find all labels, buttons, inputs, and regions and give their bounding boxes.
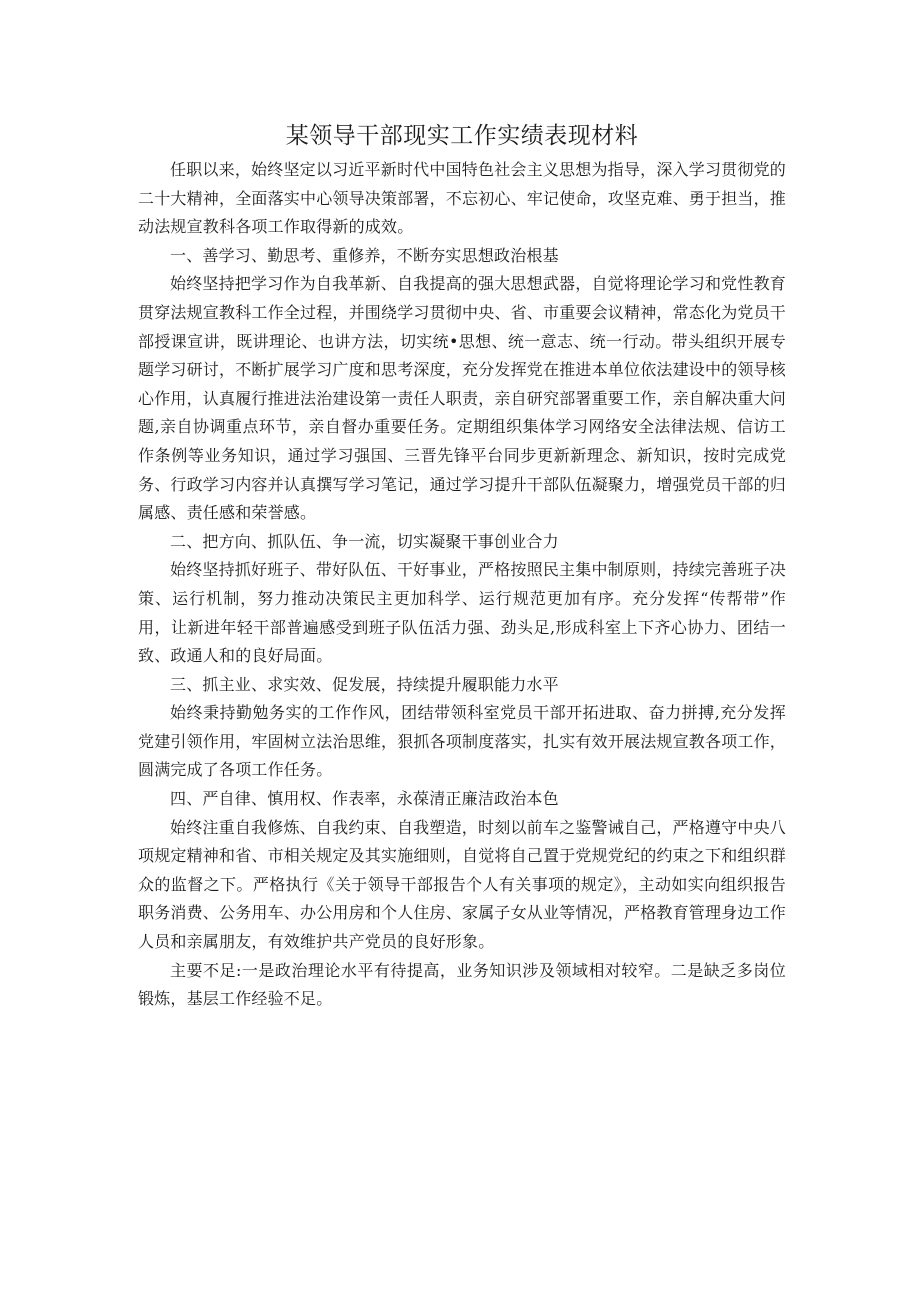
document-title: 某领导干部现实工作实绩表现材料 <box>285 123 639 149</box>
section-body-1: 始终坚持把学习作为自我革新、自我提高的强大思想武器，自觉将理论学习和党性教育贯穿法规宣教科工作全过程，并围绕学习贯彻中央、省、市重要会议精神，常态化为党员干部授课宣讲，既讲理论、也讲方法，切实统•思想、统一意志、统一行动。带头组织开展专题学习研讨，不断扩展学习广度和思考深度，充分发挥党在推进本单位依法建设中的领导核心作用，认真履行推进法治建设第一责任人职责，亲自研究部署重要工作，亲自解决重大问题,亲自协调重点环节，亲自督办重要任务。定期组织集体学习网络安全法律法规、信访工作条例等业务知识，通过学习强国、三晋先锋平台同步更新新理念、新知识，按时完成党务、行政学习内容并认真撰写学习笔记，通过学习提升干部队伍凝聚力，增强党员干部的归属感、责任感和荣誉感。 <box>138 274 787 523</box>
section-heading-1: 一、善学习、勤思考、重修养，不断夯实思想政治根基 <box>170 245 559 265</box>
section-heading-4: 四、严自律、慎用权、作表率，永葆清正廉洁政治本色 <box>170 789 559 809</box>
section-heading-3: 三、抓主业、求实效、促发展，持续提升履职能力水平 <box>170 674 559 694</box>
section-body-4: 始终注重自我修炼、自我约束、自我塑造，时刻以前车之鉴警诫自己，严格遵守中央八项规定精神和省、市相关规定及其实施细则，自觉将自己置于党规党纪的约束之下和组织群众的监督之下。严格执行《关于领导干部报告个人有关事项的规定》，主动如实向组织报告职务消费、公务用车、办公用房和个人住房、家属子女从业等情况，严格教育管理身边工作人员和亲属朋友，有效维护共产党员的良好形象。 <box>138 817 787 952</box>
section-body-3: 始终秉持勤勉务实的工作作风，团结带领科室党员干部开拓进取、奋力拼搏,充分发挥党建引领作用，牢固树立法治思维，狠抓各项制度落实，扎实有效开展法规宣教各项工作，圆满完成了各项工作任务。 <box>138 703 787 780</box>
shortcomings-paragraph: 主要不足:一是政治理论水平有待提高，业务知识涉及领域相对较窄。二是缺乏多岗位锻炼，基层工作经验不足。 <box>138 960 786 1009</box>
intro-paragraph: 任职以来，始终坚定以习近平新时代中国特色社会主义思想为指导，深入学习贯彻党的二十大精神，全面落实中心领导决策部署，不忘初心、牢记使命，攻坚克难、勇于担当，推动法规宣教科各项工作取得新的成效。 <box>138 160 787 237</box>
section-body-2: 始终坚持抓好班子、带好队伍、干好事业，严格按照民主集中制原则，持续完善班子决策、运行机制，努力推动决策民主更加科学、运行规范更加有序。充分发挥“传帮带”作用，让新进年轻干部普遍感受到班子队伍活力强、劲头足,形成科室上下齐心协力、团结一致、政通人和的良好局面。 <box>138 560 786 666</box>
document-page <box>138 118 786 1014</box>
section-heading-2: 二、把方向、抓队伍、争一流，切实凝聚干事创业合力 <box>170 531 559 551</box>
